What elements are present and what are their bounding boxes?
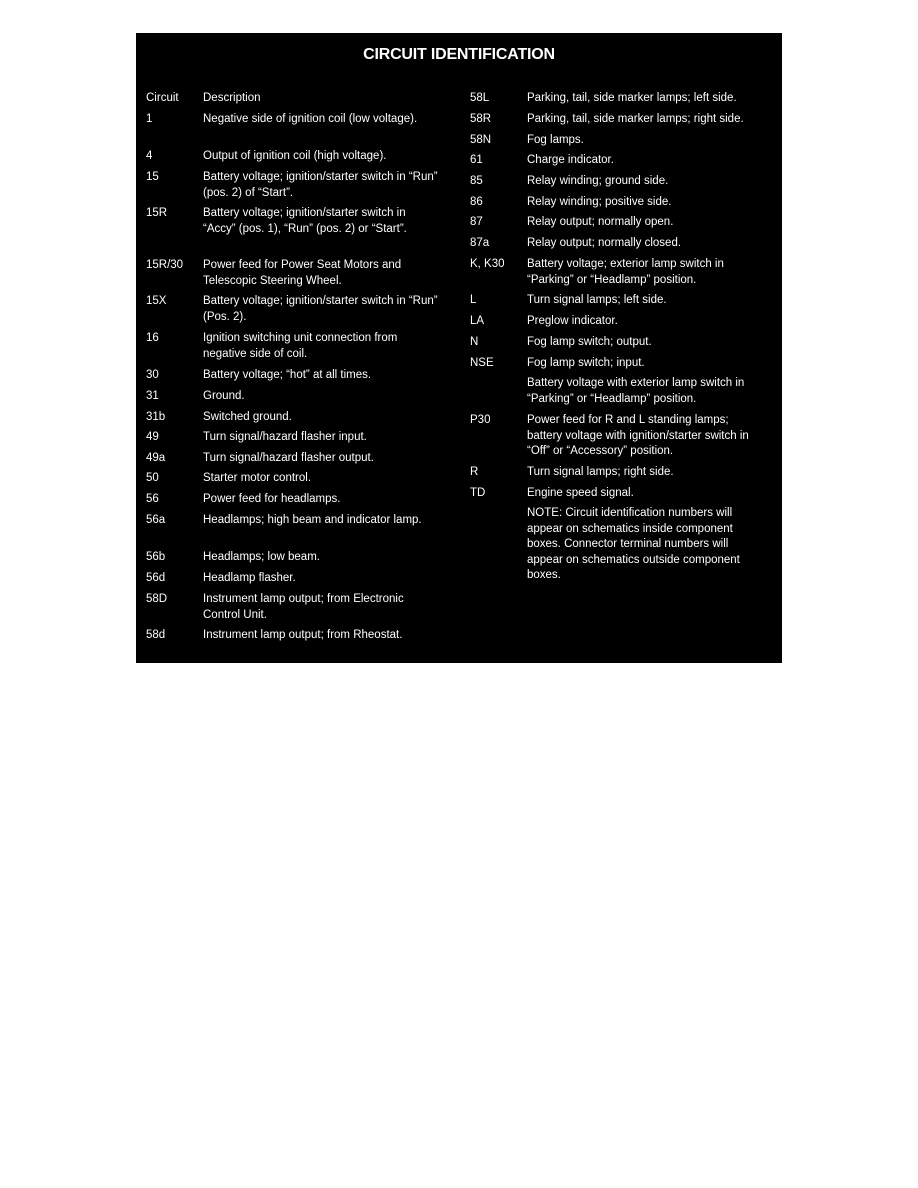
circuit-code: 31 — [146, 390, 159, 402]
circuit-code: 61 — [470, 154, 483, 166]
circuit-code: NSE — [470, 357, 494, 369]
circuit-description: Battery voltage; ignition/starter switch in “Run” (Pos. 2). — [203, 295, 438, 323]
circuit-description: Turn signal lamps; right side. — [527, 466, 674, 478]
circuit-code: 85 — [470, 175, 483, 187]
circuit-description: Battery voltage; “hot” at all times. — [203, 369, 372, 381]
circuit-code: L — [470, 294, 477, 306]
circuit-code: 58L — [470, 92, 490, 104]
circuit-description: Turn signal lamps; left side. — [527, 294, 667, 306]
circuit-description: Headlamp flasher. — [203, 572, 296, 584]
circuit-code: 30 — [146, 369, 159, 381]
circuit-description: Starter motor control. — [203, 472, 312, 484]
circuit-description: Parking, tail, side marker lamps; left side. — [527, 92, 737, 104]
circuit-code: 1 — [146, 113, 153, 125]
circuit-description: Power feed for R and L standing lamps; battery voltage with ignition/starter switch in “Off” or “Accessory” position. — [527, 414, 749, 457]
circuit-code: 15R/30 — [146, 259, 184, 271]
circuit-code: 58d — [146, 629, 166, 641]
circuit-code: 58N — [470, 134, 492, 146]
circuit-description: Engine speed signal. — [527, 487, 634, 499]
circuit-code: 15R — [146, 207, 168, 219]
circuit-code: TD — [470, 487, 486, 499]
circuit-description: Negative side of ignition coil (low voltage). — [203, 113, 418, 125]
circuit-header: Circuit — [146, 92, 179, 104]
circuit-description: Battery voltage; ignition/starter switch in “Accy” (pos. 1), “Run” (pos. 2) or “Start”. — [203, 207, 407, 235]
circuit-code: 15X — [146, 295, 167, 307]
circuit-code: 87 — [470, 216, 483, 228]
description-header: Description — [203, 92, 261, 104]
circuit-description: Preglow indicator. — [527, 315, 618, 327]
circuit-code: 31b — [146, 411, 166, 423]
circuit-description: Relay winding; positive side. — [527, 196, 672, 208]
circuit-code: 56a — [146, 514, 166, 526]
circuit-description: Battery voltage; ignition/starter switch in “Run” (pos. 2) of “Start”. — [203, 171, 438, 199]
circuit-description: Switched ground. — [203, 411, 292, 423]
circuit-description: Turn signal/hazard flasher output. — [203, 452, 374, 464]
circuit-description: Battery voltage with exterior lamp switch in “Parking” or “Headlamp” position. — [527, 377, 745, 405]
circuit-code: 50 — [146, 472, 159, 484]
circuit-description: Headlamps; high beam and indicator lamp. — [203, 514, 422, 526]
circuit-identification-panel — [136, 33, 782, 663]
circuit-description: Instrument lamp output; from Rheostat. — [203, 629, 403, 641]
circuit-description: Fog lamp switch; input. — [527, 357, 645, 369]
circuit-code: P30 — [470, 414, 491, 426]
circuit-code: R — [470, 466, 479, 478]
circuit-code: 56d — [146, 572, 166, 584]
circuit-description: Power feed for Power Seat Motors and Telescopic Steering Wheel. — [203, 259, 402, 287]
circuit-description: Turn signal/hazard flasher input. — [203, 431, 367, 443]
circuit-code: 86 — [470, 196, 483, 208]
circuit-description: Fog lamp switch; output. — [527, 336, 652, 348]
circuit-description: Charge indicator. — [527, 154, 614, 166]
circuit-code: K, K30 — [470, 258, 505, 270]
circuit-description: Ignition switching unit connection from negative side of coil. — [203, 332, 398, 360]
circuit-description: Ground. — [203, 390, 245, 402]
circuit-code: 49 — [146, 431, 159, 443]
circuit-description: Instrument lamp output; from Electronic Control Unit. — [203, 593, 404, 621]
circuit-code: 16 — [146, 332, 159, 344]
note-text: NOTE: Circuit identification numbers will appear on schematics inside component boxes. Connector terminal numbers will appear on schematics outside component boxes. — [527, 507, 740, 581]
circuit-code: 58R — [470, 113, 492, 125]
circuit-description: Relay winding; ground side. — [527, 175, 669, 187]
circuit-code: 4 — [146, 150, 153, 162]
circuit-description: Battery voltage; exterior lamp switch in “Parking” or “Headlamp” position. — [527, 258, 724, 286]
circuit-code: 49a — [146, 452, 166, 464]
circuit-description: Parking, tail, side marker lamps; right side. — [527, 113, 744, 125]
circuit-code: 87a — [470, 237, 490, 249]
panel-title: CIRCUIT IDENTIFICATION — [363, 46, 555, 63]
circuit-code: 15 — [146, 171, 159, 183]
circuit-code: 56 — [146, 493, 159, 505]
circuit-description: Headlamps; low beam. — [203, 551, 320, 563]
circuit-description: Relay output; normally open. — [527, 216, 674, 228]
circuit-description: Relay output; normally closed. — [527, 237, 682, 249]
circuit-code: 56b — [146, 551, 166, 563]
circuit-description: Power feed for headlamps. — [203, 493, 341, 505]
circuit-code: 58D — [146, 593, 168, 605]
circuit-description: Fog lamps. — [527, 134, 584, 146]
circuit-description: Output of ignition coil (high voltage). — [203, 150, 387, 162]
circuit-code: LA — [470, 315, 485, 327]
circuit-code: N — [470, 336, 479, 348]
